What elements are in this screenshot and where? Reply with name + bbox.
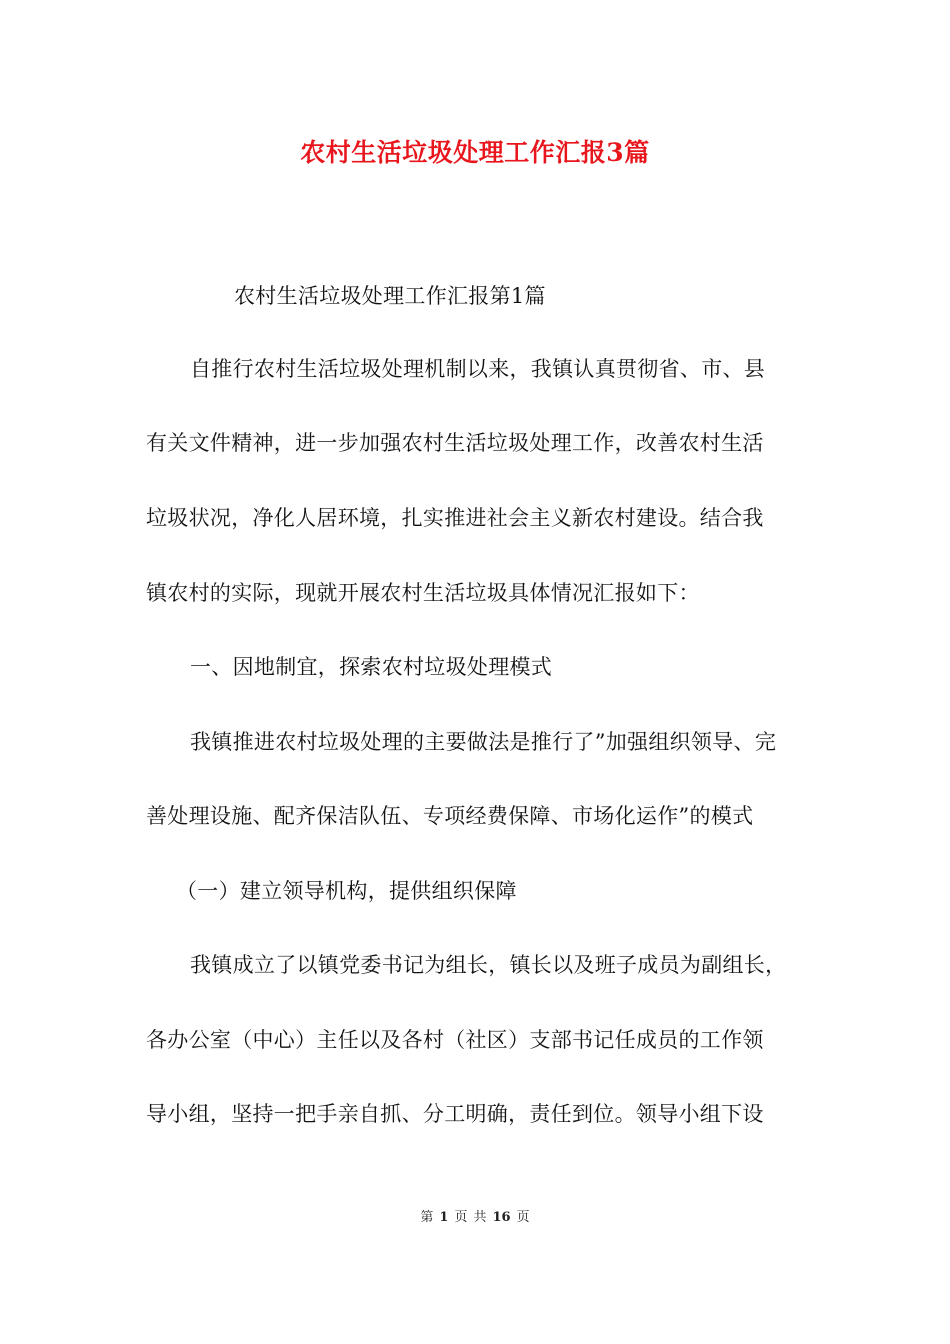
paragraph-line: 有关文件精神，进一步加强农村生活垃圾处理工作，改善农村生活 bbox=[146, 431, 764, 455]
subsection-heading: 一、因地制宜，探索农村垃圾处理模式 bbox=[190, 655, 553, 679]
paragraph-line: 镇农村的实际，现就开展农村生活垃圾具体情况汇报如下： bbox=[146, 581, 700, 605]
paragraph-line: 垃圾状况，净化人居环境，扎实推进社会主义新农村建设。结合我 bbox=[146, 506, 764, 530]
paragraph-line: 善处理设施、配齐保洁队伍、专项经费保障、市场化运作”的模式 bbox=[146, 804, 754, 828]
paragraph-line: 我镇推进农村垃圾处理的主要做法是推行了”加强组织领导、完 bbox=[190, 730, 777, 754]
document-title: 农村生活垃圾处理工作汇报3篇 bbox=[300, 138, 650, 167]
section-heading: 农村生活垃圾处理工作汇报第1篇 bbox=[234, 284, 546, 308]
paragraph-line: 我镇成立了以镇党委书记为组长，镇长以及班子成员为副组长， bbox=[190, 953, 787, 977]
footer-page-unit: 页 bbox=[454, 1210, 468, 1225]
current-page-number: 1 bbox=[439, 1210, 449, 1225]
total-pages-number: 16 bbox=[492, 1210, 511, 1225]
footer-total-prefix: 共 bbox=[473, 1210, 487, 1225]
footer-prefix: 第 bbox=[420, 1210, 434, 1225]
paragraph-line: 导小组，坚持一把手亲自抓、分工明确，责任到位。领导小组下设 bbox=[146, 1102, 764, 1126]
paragraph-line: 自推行农村生活垃圾处理机制以来，我镇认真贯彻省、市、县 bbox=[190, 357, 766, 381]
page-footer bbox=[0, 1208, 950, 1228]
subsection-heading: （一）建立领导机构，提供组织保障 bbox=[176, 879, 517, 903]
paragraph-line: 各办公室（中心）主任以及各村（社区）支部书记任成员的工作领 bbox=[146, 1028, 764, 1052]
footer-total-unit: 页 bbox=[516, 1210, 530, 1225]
